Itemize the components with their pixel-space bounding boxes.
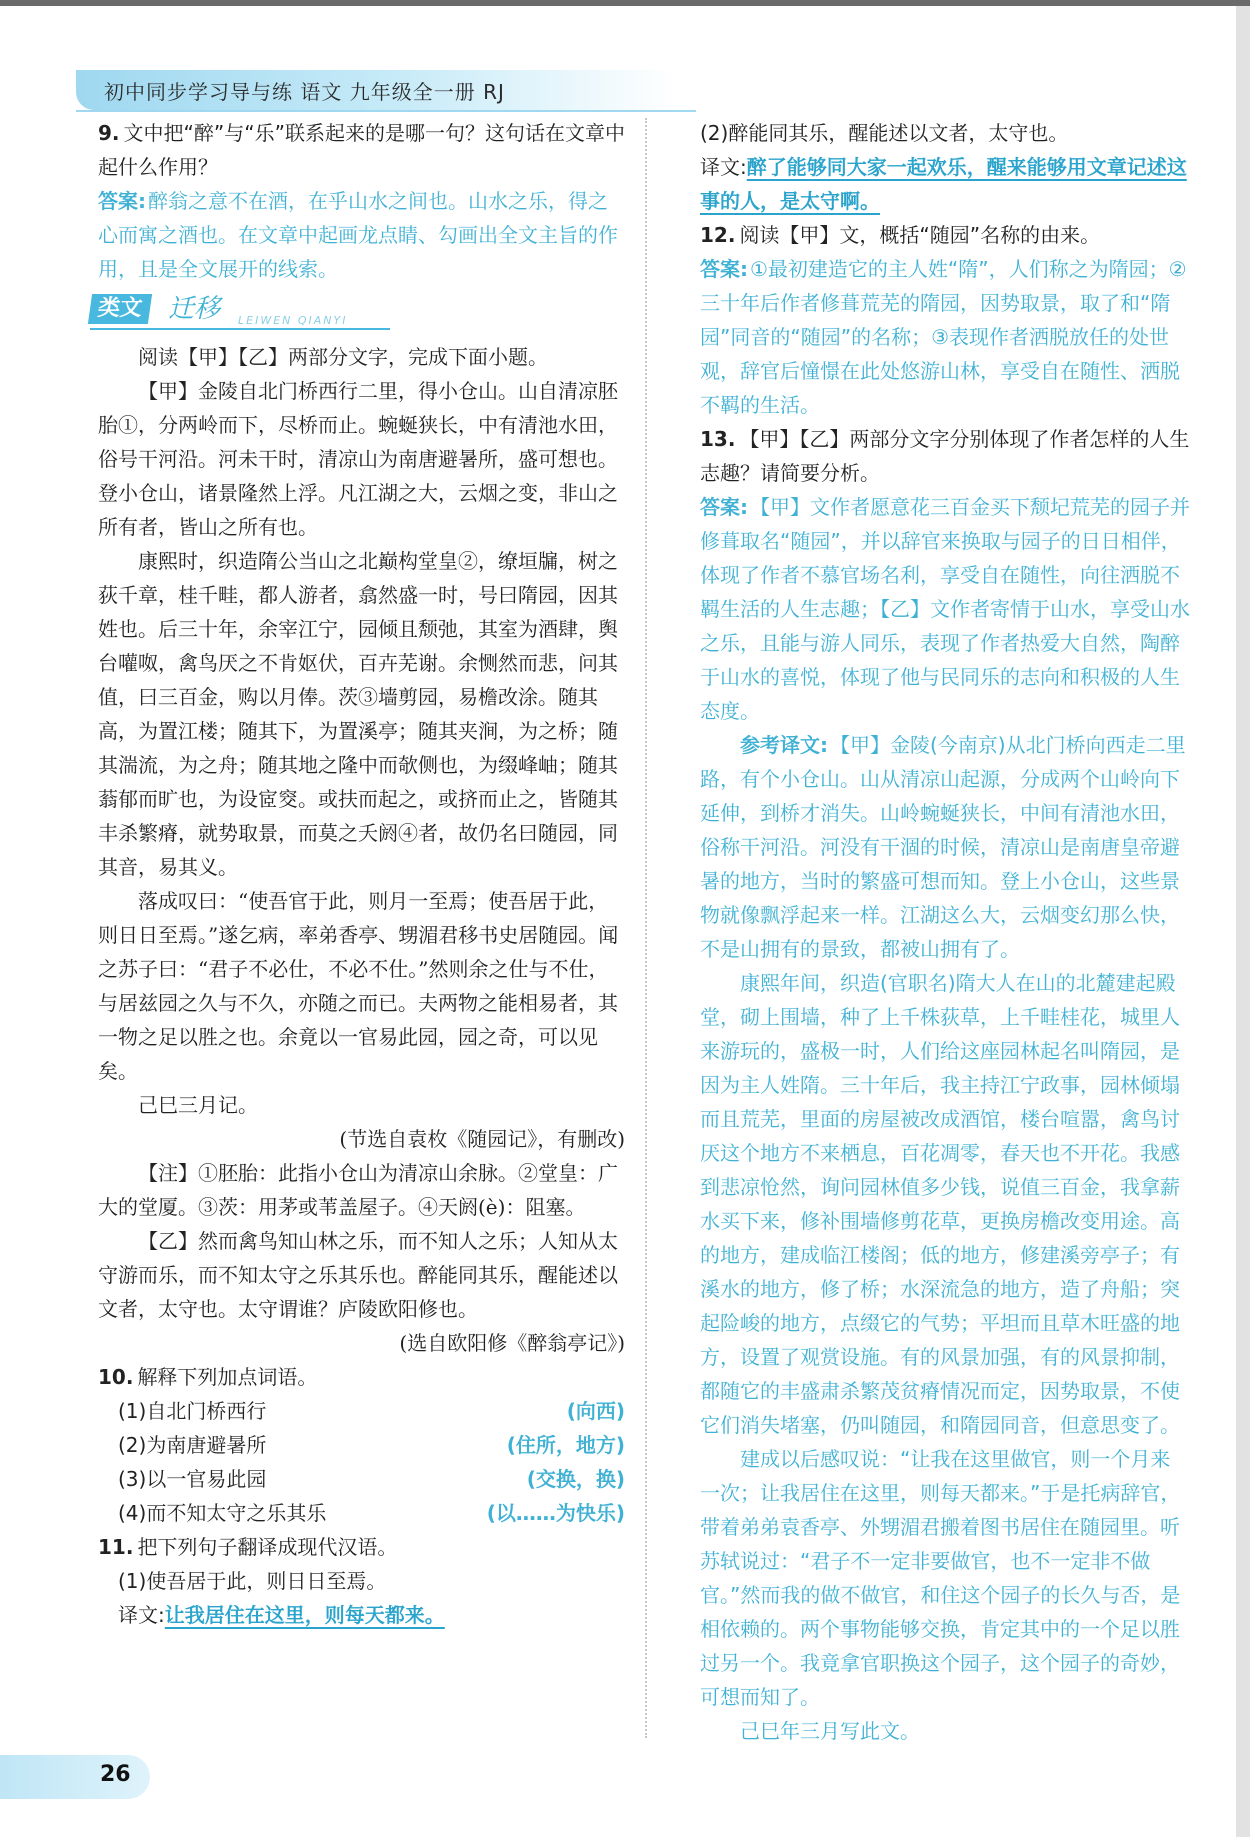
reference-translation-p4: 己巳年三月写此文。 <box>740 1719 920 1743</box>
q10-item-text: (4)而不知太守之乐其乐 <box>118 1501 327 1525</box>
passage-yi: 【乙】然而禽鸟知山林之乐，而不知人之乐；人知从太守游而乐，而不知太守之乐其乐也。醉能同其乐，醒能述以文者，太守也。太守谓谁？庐陵欧阳修也。 <box>98 1229 618 1321</box>
q11-sentence-1: (1)使吾居于此，则日日至焉。 <box>118 1569 387 1593</box>
question-number: 11. <box>98 1535 134 1559</box>
question-text: 解释下列加点词语。 <box>137 1365 318 1389</box>
question-number: 12. <box>700 223 736 247</box>
answer-label: 答案: <box>700 495 748 519</box>
question-text: 【甲】【乙】两部分文字分别体现了作者怎样的人生志趣？请简要分析。 <box>700 427 1190 485</box>
running-header <box>76 70 676 110</box>
translation-text: 醉了能够同大家一起欢乐，醒来能够用文章记述这事的人，是太守啊。 <box>700 155 1187 213</box>
translation-text: 让我居住在这里，则每天都来。 <box>164 1603 445 1627</box>
answer-label: 答案: <box>700 257 748 281</box>
q10-item <box>98 1496 625 1530</box>
question-number: 10. <box>98 1365 134 1389</box>
left-column <box>98 116 625 1632</box>
q10-item-answer: (以……为快乐) <box>486 1501 625 1525</box>
answer-text: 【甲】文作者愿意花三百金买下颓圮荒芜的园子并修葺取名“随园”，并以辞官来换取与园子的日日相伴，体现了作者不慕官场名利，享受自在随性，向往洒脱不羁生活的人生志趣；【乙】文作者寄情于山水，享受山水之乐，且能与游人同乐，表现了作者热爱大自然，陶醉于山水的喜悦，体现了他与民同乐的志向和积极的人生态度。 <box>700 495 1190 723</box>
q10-item <box>98 1428 625 1462</box>
header-rule <box>76 110 696 112</box>
q10-item-answer: (向西) <box>566 1399 625 1423</box>
reference-translation-p1 <box>700 728 1190 966</box>
notes: 【注】①胚胎：此指小仓山为清凉山余脉。②堂皇：广大的堂厦。③茨：用茅或苇盖屋子。④天阏(è)：阻塞。 <box>98 1161 618 1219</box>
section-title: 迁移 <box>168 294 221 324</box>
reference-translation-p3: 建成以后感叹说：“让我在这里做官，则一个月来一次；让我居住在这里，则每天都来。”于是托病辞官，带着弟弟袁香亭、外甥湄君搬着图书居住在随园里。听苏轼说过：“君子不一定非要做官，也不一定非不做官。”然而我的做不做官，和住这个园子的长久与否，是相依赖的。两个事物能够交换，肯定其中的一个足以胜过另一个。我竟拿官职换这个园子，这个园子的奇妙，可想而知了。 <box>700 1447 1181 1709</box>
reference-label: 参考译文: <box>740 733 828 757</box>
question-number: 13. <box>700 427 736 451</box>
q10-item <box>98 1462 625 1496</box>
reading-intro: 阅读【甲】【乙】两部分文字，完成下面小题。 <box>138 345 548 369</box>
passage-jia-p1: 【甲】金陵自北门桥西行二里，得小仓山。山自清凉胚胎①，分两岭而下，尽桥而止。蜿蜒狭长，中有清池水田，俗号干河沿。河未干时，清凉山为南唐避暑所，盛可想也。登小仓山，诸景隆然上浮。凡江湖之大，云烟之变，非山之所有者，皆山之所有也。 <box>98 379 618 539</box>
translation-label: 译文: <box>700 155 747 179</box>
question-text: 文中把“醉”与“乐”联系起来的是哪一句？这句话在文章中起什么作用？ <box>98 121 625 179</box>
question-9 <box>98 116 625 184</box>
passage-jia-p4: 己巳三月记。 <box>138 1093 258 1117</box>
header-title: 初中同步学习导与练 语文 九年级全一册 RJ <box>104 80 505 104</box>
section-underline <box>90 328 390 330</box>
page-number: 26 <box>100 1762 131 1787</box>
answer-label: 答案: <box>98 189 146 213</box>
question-text: 阅读【甲】文，概括“随园”名称的由来。 <box>739 223 1101 247</box>
question-12 <box>700 218 1190 252</box>
question-13 <box>700 422 1190 490</box>
q10-item <box>98 1394 625 1428</box>
q10-item-text: (1)自北门桥西行 <box>118 1399 267 1423</box>
translation-label: 译文: <box>118 1603 165 1627</box>
answer-text: 醉翁之意不在酒，在乎山水之间也。山水之乐，得之心而寓之酒也。在文章中起画龙点睛、勾画出全文主旨的作用，且是全文展开的线索。 <box>98 189 618 281</box>
q10-item-text: (3)以一官易此园 <box>118 1467 267 1491</box>
answer-12 <box>700 252 1190 422</box>
answer-13 <box>700 490 1190 728</box>
q10-item-answer: (交换，换) <box>526 1467 625 1491</box>
question-10 <box>98 1360 625 1394</box>
question-number: 9. <box>98 121 120 145</box>
top-border <box>0 0 1250 6</box>
answer-text: ①最初建造它的主人姓“隋”，人们称之为隋园；②三十年后作者修葺荒芜的隋园，因势取景，取了和“隋园”同音的“随园”的名称；③表现作者洒脱放任的处世观，辞官后憧憬在此处悠游山林，享受自在随性、洒脱不羁的生活。 <box>700 257 1187 417</box>
column-divider <box>645 118 647 1738</box>
section-tag: 类文 <box>88 294 152 324</box>
question-text: 把下列句子翻译成现代汉语。 <box>137 1535 398 1559</box>
passage-jia-p2: 康熙时，织造隋公当山之北巅构堂皇②，缭垣牖，树之荻千章，桂千畦，都人游者，翕然盛一时，号曰隋园，因其姓也。后三十年，余宰江宁，园倾且颓弛，其室为酒肆，舆台嚾呶，禽鸟厌之不肯妪伏，百卉芜谢。余恻然而悲，问其值，曰三百金，购以月俸。茨③墙剪园，易檐改涂。随其高，为置江楼；随其下，为置溪亭；随其夹涧，为之桥；随其湍流，为之舟；随其地之隆中而欹侧也，为缀峰岫；随其蓊郁而旷也，为设宧窔。或扶而起之，或挤而止之，皆随其丰杀繁瘠，就势取景，而莫之夭阏④者，故仍名曰随园，同其音，易其义。 <box>98 549 618 879</box>
q11-sentence-2: (2)醉能同其乐，醒能述以文者，太守也。 <box>700 121 1069 145</box>
passage-yi-source: (选自欧阳修《醉翁亭记》) <box>399 1331 625 1355</box>
q10-item-text: (2)为南唐避暑所 <box>118 1433 267 1457</box>
passage-jia-p3: 落成叹曰：“使吾官于此，则月一至焉；使吾居于此，则日日至焉。”遂乞病，率弟香亭、甥湄君移书史居随园。闻之苏子曰：“君子不必仕，不必不仕。”然则余之仕与不仕，与居兹园之久与不久，亦随之而已。夫两物之能相易者，其一物之足以胜之也。余竟以一官易此园，园之奇，可以见矣。 <box>98 889 619 1083</box>
page-edge <box>1236 6 1250 1837</box>
reference-translation-p2: 康熙年间，织造(官职名)隋大人在山的北麓建起殿堂，砌上围墙，种了上千株荻草，上千畦桂花，城里人来游玩的，盛极一时，人们给这座园林起名叫隋园，是因为主人姓隋。三十年后，我主持江宁政事，园林倾塌而且荒芜，里面的房屋被改成酒馆，楼台喧嚣，禽鸟讨厌这个地方不来栖息，百花凋零，春天也不开花。我感到悲凉怆然，询问园林值多少钱，说值三百金，我拿薪水买下来，修补围墙修剪花草，更换房檐改变用途。高的地方，建成临江楼阁；低的地方，修建溪旁亭子；有溪水的地方，修了桥；水深流急的地方，造了舟船；突起险峻的地方，点缀它的气势；平坦而且草木旺盛的地方，设置了观赏设施。有的风景加强，有的风景抑制，都随它的丰盛肃杀繁茂贫瘠情况而定，因势取景，不使它们消失堵塞，仍叫随园，和隋园同音，但意思变了。 <box>700 971 1180 1437</box>
question-11 <box>98 1530 625 1564</box>
q11-translation-2 <box>700 150 1190 218</box>
section-subtitle: LEIWEN QIANYI <box>238 314 348 327</box>
passage-jia-source: (节选自袁枚《随园记》，有删改) <box>339 1127 625 1151</box>
right-column <box>700 116 1190 1748</box>
answer-9 <box>98 184 625 286</box>
q10-item-answer: (住所，地方) <box>506 1433 625 1457</box>
reference-text: 【甲】金陵(今南京)从北门桥向西走二里路，有个小仓山。山从清凉山起源，分成两个山岭向下延伸，到桥才消失。山岭蜿蜒狭长，中间有清池水田，俗称干河沿。河没有干涸的时候，清凉山是南唐皇帝避暑的地方，当时的繁盛可想而知。登上小仓山，这些景物就像飘浮起来一样。江湖这么大，云烟变幻那么快，不是山拥有的景致，都被山拥有了。 <box>700 733 1186 961</box>
section-header <box>90 290 625 330</box>
q11-translation-1 <box>98 1598 625 1632</box>
